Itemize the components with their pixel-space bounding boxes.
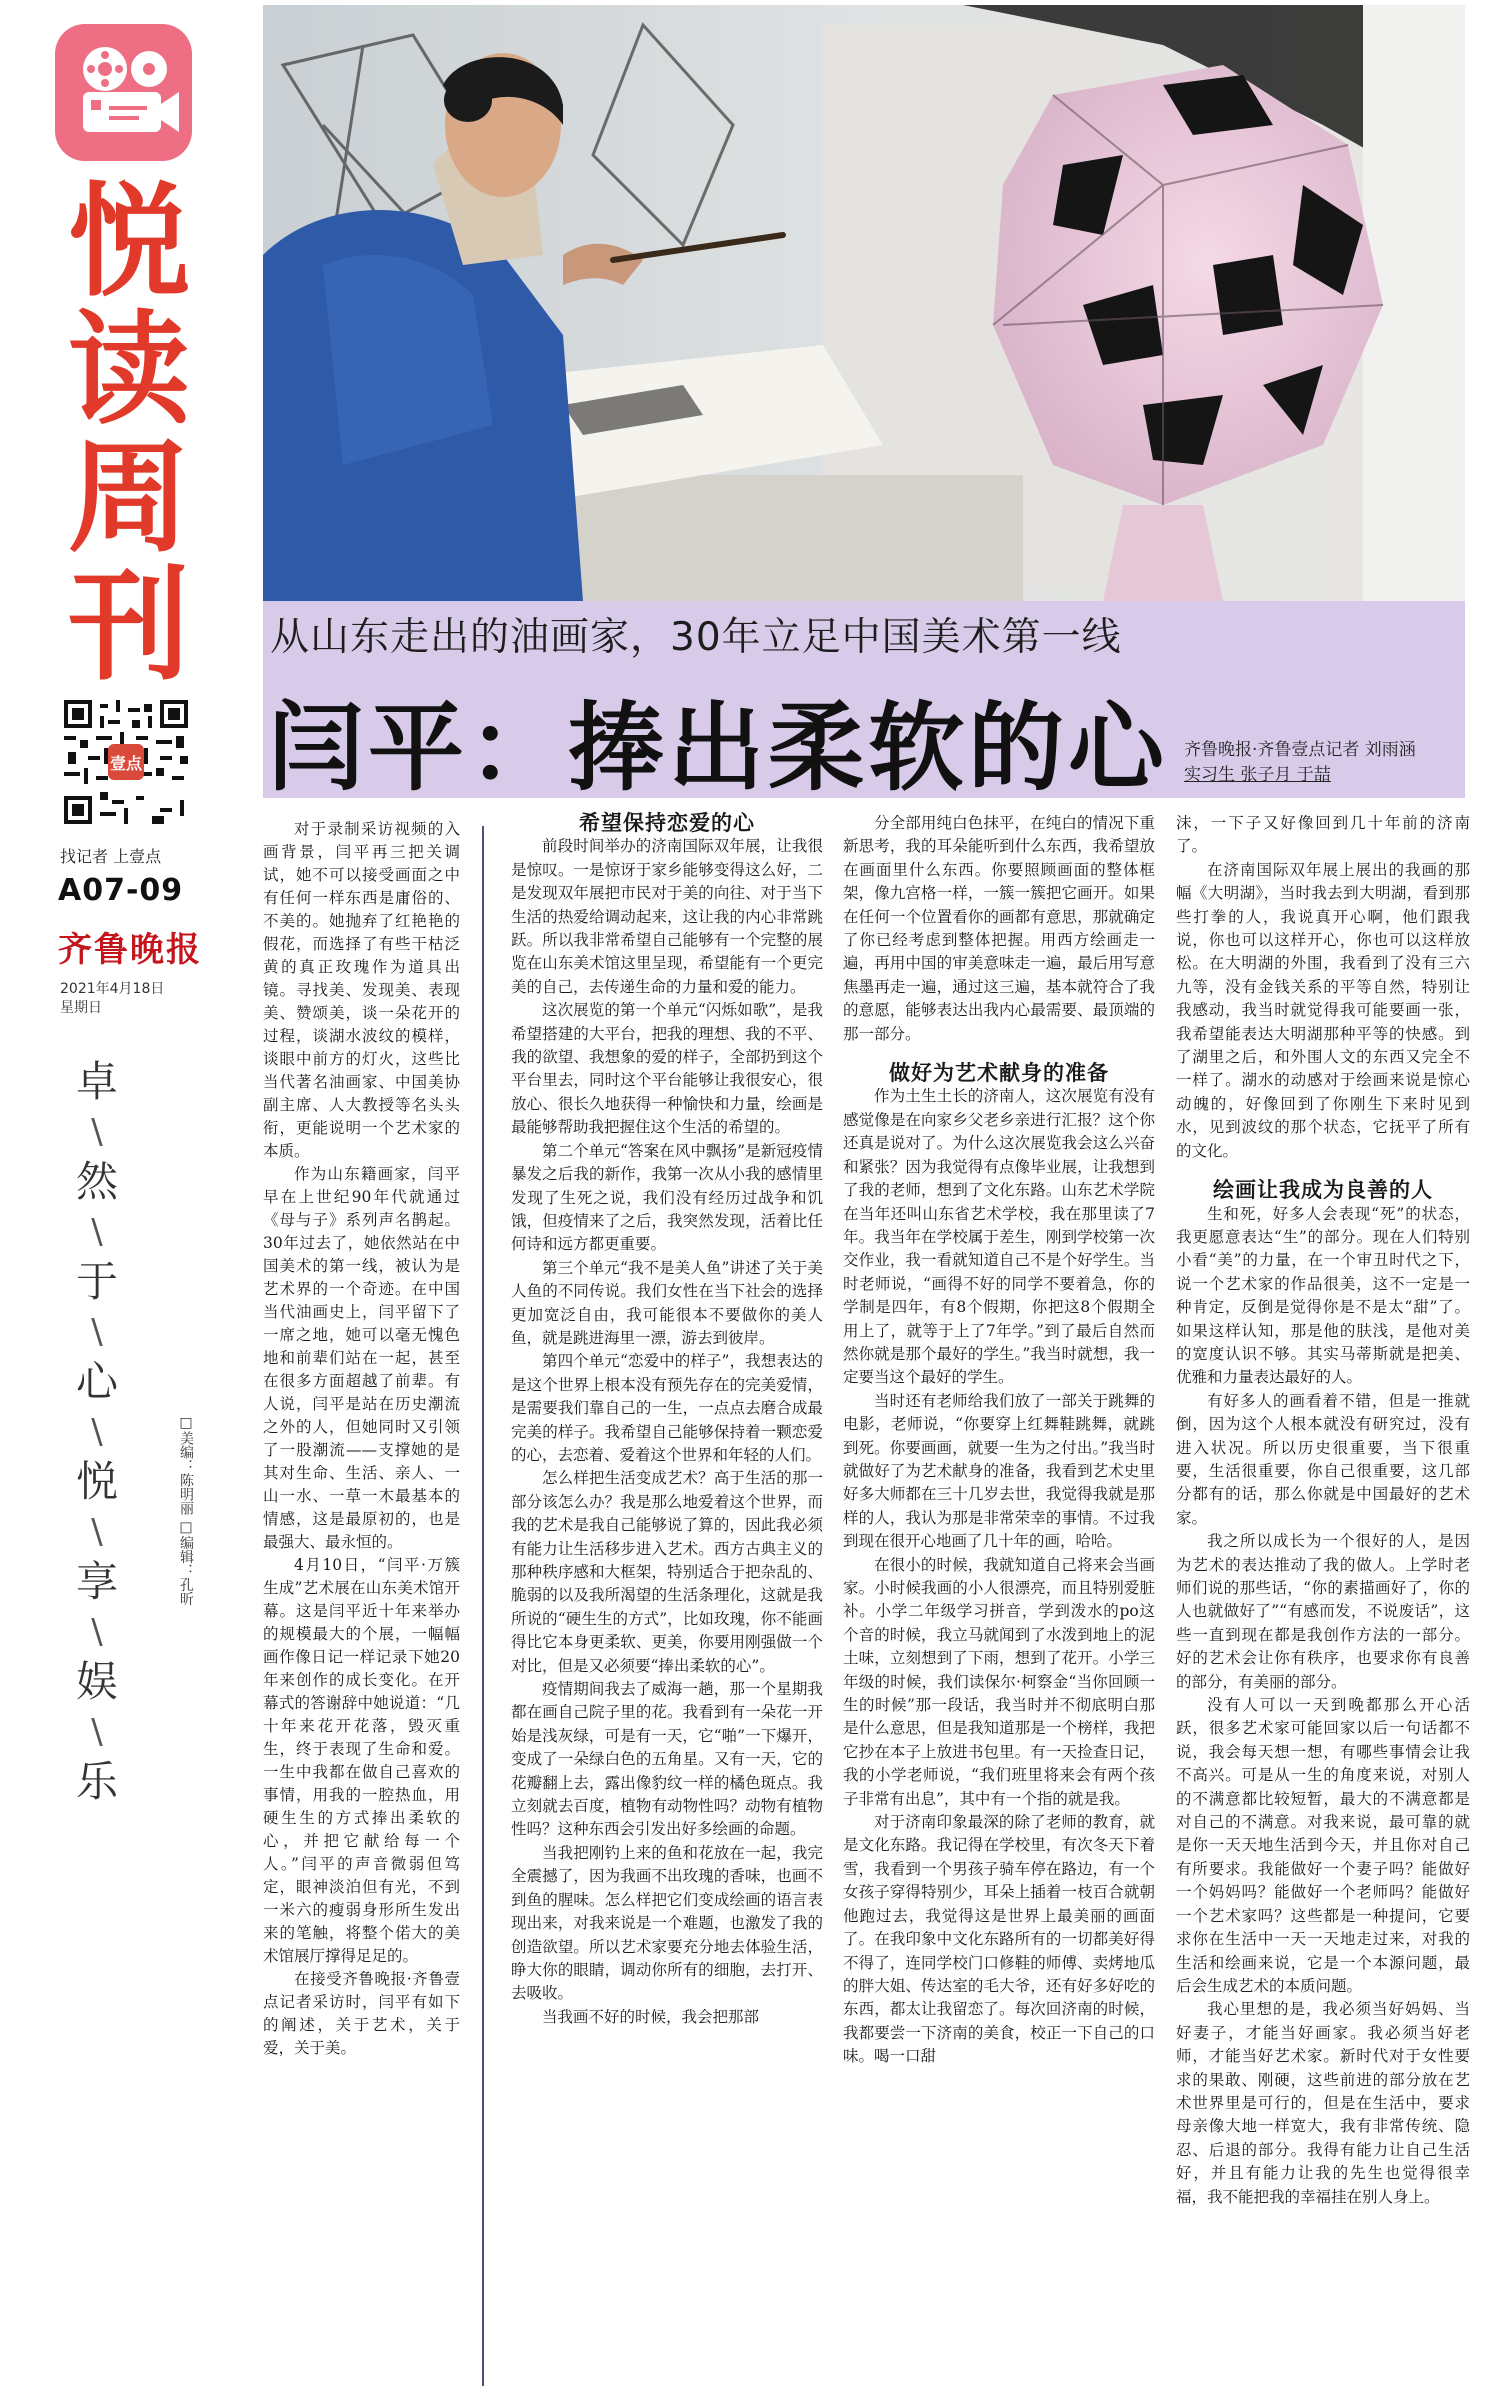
date-line: 2021年4月18日 [60, 981, 165, 997]
paragraph: 当我画不好的时候，我会把那部 [542, 2007, 760, 2026]
qr-badge-text: 壹点 [109, 753, 143, 773]
paragraph: 作为山东籍画家，闫平早在上世纪90年代就通过《母与子》系列声名鹊起。30年过去了，她依然站在中国美术的第一线，被认为是艺术界的一个奇迹。在中国当代油画史上，闫平留下了一席之地，她可以毫无愧色地和前辈们站在一起，甚至在很多方面超越了前辈。有人说，闫平是站在历史潮流之外的人，但她同时又引领了一股潮流——支撑她的是其对生命、生活、亲人、一山一水、一草一木最基本的情感，这是最原初的，也是最强大、最永恒的。 [263, 1165, 460, 1551]
paragraph: 我心里想的是，我必须当好妈妈、当好妻子，才能当好画家。我必须当好老师，才能当好艺术家。新时代对于女性要求的果敢、刚硬，这些前进的部分放在艺术世界里是可行的，但是在生活中，要求母亲像大地一样宽大，我有非常传统、隐忍、后退的部分。我得有能力让自己生活好，并且有能力让我的先生也觉得很幸福，我不能把我的幸福挂在别人身上。 [1176, 2000, 1470, 2206]
paragraph: 第四个单元“恋爱中的样子”，我想表达的是这个世界上根本没有预先存在的完美爱情，是需要我们靠自己的一生，一点点去磨合成最完美的样子。我希望自己能够保持着一颗恋爱的心，去恋着、爱着这个世界和年轻的人们。 [511, 1352, 823, 1464]
masthead-char: 读 [68, 299, 190, 441]
film-camera-icon [55, 24, 192, 161]
section-heading: 希望保持恋爱的心 [579, 811, 755, 835]
find-reporter-label: 找记者 上壹点 [60, 847, 162, 866]
byline-interns: 实习生 张子月 于喆 [1184, 765, 1331, 785]
paragraph: 在很小的时候，我就知道自己将来会当画家。小时候我画的小人很漂亮，而且特别爱脏补。小学二年级学习拼音，学到泼水的po这个音的时候，我立马就闻到了水泼到地上的泥土味，立刻想到了下雨，想到了花开。小学三年级的时候，我们读保尔·柯察金“当你回顾一生的时候”那一段话，我当时并不彻底明白那是什么意思，但是我知道那是一个榜样，我把它抄在本子上放进书包里。有一天捡查日记，我的小学老师说，“我们班里将来会有两个孩子非常有出息”，其中有一个指的就是我。 [843, 1555, 1155, 1808]
section-heading: 绘画让我成为良善的人 [1213, 1178, 1433, 1203]
byline-reporter: 齐鲁晚报·齐鲁壹点记者 刘雨涵 [1184, 740, 1416, 760]
paragraph: 作为土生土长的济南人，这次展览有没有感觉像是在向家乡父老乡亲进行汇报？这个你还真是说对了。为什么这次展览我会这么兴奋和紧张？因为我觉得有点像毕业展，让我想到了我的老师，想到了文化东路。山东艺术学院在当年还叫山东省艺术学校，我在那里读了7年。我当年在学校属于差生，刚到学校第一次交作业，我一看就知道自己不是个好学生。当时老师说，“画得不好的同学不要着急，你的学制是四年，有8个假期，你把这8个假期全用上了，就等于上了7年学。”到了最后自然而然你就是那个最好的学生。”我当时就想，我一定要当这个最好的学生。 [843, 1087, 1155, 1387]
slogan-char: 乐 [75, 1757, 118, 1806]
section-heading: 做好为艺术献身的准备 [889, 1061, 1109, 1086]
slogan-char: 于 [75, 1257, 118, 1306]
newspaper-logo: 齐鲁晚报 [58, 930, 202, 970]
paragraph: 怎么样把生活变成艺术？高于生活的那一部分该怎么办？我是那么地爱着这个世界，而我的艺术是我自己能够说了算的，因此我必须有能力让生活移步进入艺术。西方古典主义的那种秩序感和大框架，特别适合于把杂乱的、脆弱的以及我所渴望的生活条理化，这就是我所说的“硬生生的方式”，比如玫瑰，你不能画得比它本身更柔软、更美，你要用刚强做一个对比，但是又必须要“捧出柔软的心”。 [511, 1469, 823, 1675]
editor-credit: □编辑：孔昕 [178, 1519, 194, 1606]
paragraph: 我之所以成长为一个很好的人，是因为艺术的表达推动了我的做人。上学时老师们说的那些话，“你的素描画好了，你的人也就做好了”“有感而发，不说废话”，这些一直到现在都是我创作方法的一部分。好的艺术会让你有秩序，也要求你有良善的部分，有美丽的部分。 [1176, 1532, 1470, 1691]
slogan-char: 娱 [75, 1657, 118, 1706]
left-rail [0, 0, 246, 2395]
hero-photo [263, 5, 1465, 601]
slogan-separator: \ [91, 1112, 103, 1152]
slogan [62, 1055, 132, 1809]
paragraph: 当我把刚钓上来的鱼和花放在一起，我完全震撼了，因为我画不出玫瑰的香味，也画不到鱼的腥味。怎么样把它们变成绘画的语言表现出来，对我来说是一个难题，也激发了我的创造欲望。所以艺术家要充分地去体验生活，睁大你的眼睛，调动你所有的细胞，去打开、去吸收。 [511, 1843, 823, 2003]
slogan-separator: \ [91, 1612, 103, 1652]
article-column-3 [843, 812, 1155, 2069]
qr-code-icon [64, 700, 188, 824]
slogan-char: 心 [75, 1357, 118, 1406]
paragraph: 当时还有老师给我们放了一部关于跳舞的电影，老师说，“你要穿上红舞鞋跳舞，就跳到死。你要画画，就要一生为之付出。”我当时就做好了为艺术献身的准备，我看到艺术史里好多大师都在三十几岁去世，我觉得我就是那样的人，我认为那是非常荣幸的事情。不过我到现在很开心地画了几十年的画，哈哈。 [843, 1391, 1155, 1551]
page-range: A07-09 [58, 873, 184, 908]
slogan-separator: \ [91, 1712, 103, 1752]
paragraph: 在接受齐鲁晚报·齐鲁壹点记者采访时，闫平有如下的阐述，关于艺术，关于爱，关于美。 [263, 1970, 460, 2057]
slogan-separator: \ [91, 1412, 103, 1452]
article-subtitle: 从山东走出的油画家，30年立足中国美术第一线 [270, 615, 1122, 660]
film-camera-app-icon[interactable] [55, 24, 192, 161]
art-editor-credit: □美编：陈明丽 [178, 1415, 194, 1515]
slogan-char: 然 [75, 1157, 118, 1206]
paragraph: 疫情期间我去了威海一趟，那一个星期我都在画自己院子里的花。我看到有一朵花一开始是浅灰绿，可是有一天，它“啪”一下爆开，变成了一朵绿白色的五角星。又有一天，它的花瓣翻上去，露出像豹纹一样的橘色斑点。我立刻就去百度，植物有动物性吗？动物有植物性吗？这种东西会引发出好多绘画的命题。 [511, 1680, 823, 1839]
editor-credits [176, 1415, 196, 1685]
slogan-char: 卓 [75, 1057, 118, 1106]
masthead-char: 悦 [68, 171, 190, 313]
article-column-2 [511, 812, 823, 2029]
paragraph: 没有人可以一天到晚都那么开心活跃，很多艺术家可能回家以后一句话都不说，我会每天想一想，有哪些事情会让我不高兴。可是从一生的角度来说，对别人的不满意都比较短暂，最大的不满意都是对自己的不满意。对我来说，最可靠的就是你一天天地生活到今天，并且你对自己有所要求。我能做好一个妻子吗？能做好一个妈妈吗？能做好一个老师吗？能做好一个艺术家吗？这些都是一种提问，它要求你在生活中一天一天地走过来，对我的生活和绘画来说，它是一个本源问题，最后会生成艺术的本质问题。 [1176, 1696, 1470, 1995]
weekday: 星期日 [60, 1000, 102, 1016]
paragraph: 4月10日，“闫平·万簇生成”艺术展在山东美术馆开幕。这是闫平近十年来举办的规模最大的个展，一幅幅画作像日记一样记录下她20年来创作的成长变化。在开幕式的答谢辞中她说道：“几十年来花开花落，毁灭重生，终于表现了生命和爱。一生中我都在做自己喜欢的事情，用我的一腔热血，用硬生生的方式捧出柔软的心，并把它献给每一个人。”闫平的声音微弱但笃定，眼神淡泊但有光，不到一米六的瘦弱身形所生发出来的笔触，将整个偌大的美术馆展厅撑得足足的。 [263, 1556, 460, 1965]
paragraph: 分全部用纯白色抹平，在纯白的情况下重新思考，我的耳朵能听到什么东西，我希望放在画面里什么东西。你要照顾画面的整体框架，像九宫格一样，一簇一簇把它画开。如果在任何一个位置看你的画都有意思，那就确定了你已经考虑到整体把握。用西方绘画走一遍，再用中国的审美意味走一遍，最后用写意焦墨再走一遍，通过这三遍，基本就符合了我的意愿，能够表达出我内心最需要、最顶端的那一部分。 [843, 814, 1155, 1043]
masthead-char: 周 [68, 427, 190, 569]
article-column-1 [263, 818, 460, 2060]
paragraph: 生和死，好多人会表现“死”的状态，我更愿意表达“生”的部分。现在人们特别小看“美”的力量，在一个审丑时代之下，说一个艺术家的作品很美，这不一定是一种肯定，反倒是觉得你是不是太“甜”了。如果这样认知，那是他的肤浅，是他对美的宽度认识不够。其实马蒂斯就是把美、优雅和力量表达最好的人。 [1176, 1204, 1470, 1387]
article-column-4 [1176, 812, 1470, 2209]
masthead-title [44, 171, 214, 697]
qr-code[interactable] [64, 700, 188, 824]
byline [1184, 738, 1416, 788]
paragraph: 第三个单元“我不是美人鱼”讲述了关于美人鱼的不同传说。我们女性在当下社会的选择更加宽泛自由，我可能很本不要做你的美人鱼，就是跳进海里一漂，游去到彼岸。 [511, 1258, 823, 1347]
article-headline: 闫平：捧出柔软的心 [268, 692, 1168, 804]
masthead-char: 刊 [68, 555, 190, 697]
artist-painting-photo [263, 5, 1465, 601]
paragraph: 第二个单元“答案在风中飘扬”是新冠疫情暴发之后我的新作，我第一次从小我的感情里发现了生死之说，我们没有经历过战争和饥饿，但疫情来了之后，我突然发现，活着比任何诗和远方都更重要。 [511, 1141, 823, 1254]
paragraph: 这次展览的第一个单元“闪烁如歌”，是我希望搭建的大平台，把我的理想、我的不平、我的欲望、我想象的爱的样子，全部扔到这个平台里去，同时这个平台能够让我很安心，很放心、很长久地获得一种愉快和力量，绘画是最能够帮助我把握住这个生活的希望的。 [511, 1001, 823, 1137]
slogan-separator: \ [91, 1312, 103, 1352]
paragraph: 在济南国际双年展上展出的我画的那幅《大明湖》，当时我去到大明湖，看到那些打拳的人，我说真开心啊，他们跟我说，你也可以这样开心，你也可以这样放松。在大明湖的外围，我看到了没有三六九等，没有金钱关系的平等自然，特别让我感动，我当时就觉得我可能要画一张，我希望能表达大明湖那种平等的快感。到了湖里之后，和外围人文的东西又完全不一样了。湖水的动感对于绘画来说是惊心动魄的，好像回到了你刚生下来时见到水，见到波纹的那个状态，它抚平了所有的文化。 [1176, 860, 1470, 1160]
slogan-separator: \ [91, 1212, 103, 1252]
paragraph: 对于济南印象最深的除了老师的教育，就是文化东路。我记得在学校里，有次冬天下着雪，我看到一个男孩子骑车停在路边，有一个女孩子穿得特别少，耳朵上插着一枝百合就朝他跑过去，我觉得这是世界上最美丽的画面了。在我印象中文化东路所有的一切都美好得不得了，连同学校门口修鞋的师傅、卖烤地瓜的胖大姐、传达室的毛大爷，还有好多好吃的东西，都太让我留恋了。每次回济南的时候，我都要尝一下济南的美食，校正一下自己的口味。喝一口甜 [843, 1813, 1155, 2066]
paragraph: 对于录制采访视频的入画背景，闫平再三把关调试，她不可以接受画面之中有任何一样东西是庸俗的、不美的。她抛弃了红艳艳的假花，而选择了有些干枯泛黄的真正玫瑰作为道具出镜。寻找美、发现美、表现美、赞颂美，谈一朵花开的过程，谈湖水波纹的模样，谈眼中前方的灯火，这些比当代著名油画家、中国美协副主席、人大教授等名头头衔，更能说明一个艺术家的本质。 [263, 820, 460, 1160]
paragraph: 有好多人的画看着不错，但是一推就倒，因为这个人根本就没有研究过，没有进入状况。所以历史很重要，当下很重要，生活很重要，你自己很重要，这几部分都有的话，那么你就是中国最好的艺术家。 [1176, 1391, 1470, 1527]
slogan-char: 悦 [75, 1457, 118, 1506]
column-divider [482, 826, 484, 2386]
paragraph: 前段时间举办的济南国际双年展，让我很是惊叹。一是惊讶于家乡能够变得这么好，二是发现双年展把市民对于美的向往、对于当下生活的热爱给调动起来，这让我的内心非常跳跃。所以我非常希望自己能够有一个完整的展览在山东美术馆这里呈现，希望能有一个更完美的自己，去传递生命的力量和爱的能力。 [511, 837, 823, 996]
publication-date [60, 980, 164, 1018]
slogan-char: 享 [75, 1557, 118, 1606]
slogan-separator: \ [91, 1512, 103, 1552]
paragraph: 沫，一下子又好像回到几十年前的济南了。 [1176, 814, 1470, 856]
